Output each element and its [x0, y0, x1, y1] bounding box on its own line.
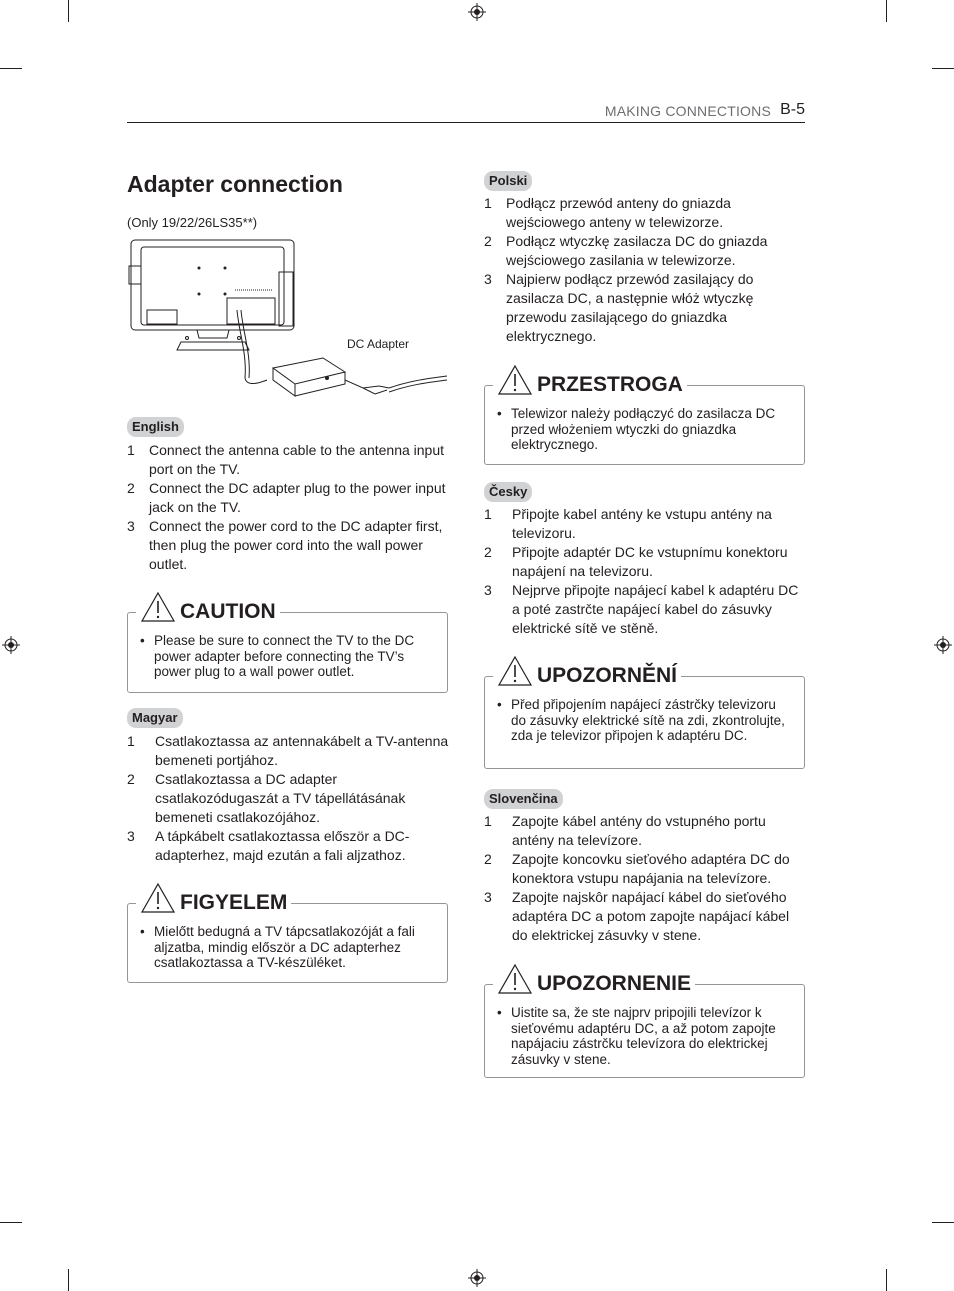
list-item: 3 Najpierw podłącz przewód zasilający do zasilacza DC, a następnie włóż wtyczkę przewodu zasilającego do gniazdka elektrycznego.	[484, 271, 754, 344]
crop-mark	[68, 1269, 69, 1291]
przestroga-box: PRZESTROGA • Telewizor należy podłączyć do zasilacza DC przed włożeniem wtyczki do gniazdka elektrycznego.	[484, 385, 805, 465]
list-item: 2 Connect the DC adapter plug to the power input jack on the TV.	[127, 480, 446, 515]
section-slovencina	[484, 789, 806, 945]
upozorneni-box: UPOZORNĚNÍ • Před připojením napájecí zástrčky televizoru do zásuvky elektrické sítě na zdi, zkontrolujte, zda je televizor připojen k adaptéru DC.	[484, 676, 805, 769]
lang-badge: English	[127, 417, 184, 437]
list-item: 1 Connect the antenna cable to the antenna input port on the TV.	[127, 442, 445, 477]
list-item: 3 A tápkábelt csatlakoztassa először a DC-adapterhez, majd ezután a fali aljzathoz.	[127, 828, 410, 863]
list-item: 1 Podłącz przewód anteny do gniazda wejściowego anteny w telewizorze.	[484, 195, 731, 230]
warning-text: Uistite sa, že ste najprv pripojili televízor k sieťovému adaptéru DC, a až potom zapojte napájaciu zástrčku televízora do elektrickej zásuvky v stene.	[511, 1005, 776, 1067]
dc-adapter-label: DC Adapter	[347, 337, 410, 351]
step-list	[127, 441, 452, 574]
list-item: 2 Zapojte koncovku sieťového adaptéra DC do konektora vstupu napájania na televízore.	[484, 851, 790, 886]
warning-title: PRZESTROGA	[537, 373, 683, 396]
crop-mark	[0, 68, 22, 69]
registration-mark-icon	[934, 636, 952, 654]
model-note: (Only 19/22/26LS35**)	[127, 215, 258, 230]
step-list	[127, 732, 452, 865]
warning-triangle-icon	[140, 882, 176, 914]
section-magyar	[127, 708, 452, 865]
figyelem-box: FIGYELEM • Mielőtt bedugná a TV tápcsatlakozóját a fali aljzatba, mindig először a DC adapterhez csatlakoztassa a TV-készüléket.	[127, 903, 448, 983]
caution-box: CAUTION • Please be sure to connect the TV to the DC power adapter before connecting the TV’s power plug to a wall power outlet.	[127, 612, 448, 693]
warning-title: FIGYELEM	[180, 891, 288, 914]
list-item: 1 Csatlakoztassa az antennakábelt a TV-antenna bemeneti portjához.	[127, 733, 449, 768]
list-item: 1 Připojte kabel antény ke vstupu antény na televizoru.	[484, 506, 772, 541]
warning-triangle-icon	[497, 963, 533, 995]
warning-title: UPOZORNENIE	[537, 972, 692, 995]
step-list	[484, 505, 806, 638]
registration-mark-icon	[468, 1269, 486, 1287]
warning-text: Telewizor należy podłączyć do zasilacza DC przed włożeniem wtyczki do gniazdka elektrycznego.	[511, 406, 776, 452]
list-item: 2 Připojte adaptér DC ke vstupnímu konektoru napájení na televizoru.	[484, 544, 788, 579]
list-item: 2 Podłącz wtyczkę zasilacza DC do gniazda wejściowego zasilania w telewizorze.	[484, 233, 768, 268]
warning-text: Před připojením napájecí zástrčky televizoru do zásuvky elektrické sítě na zdi, zkontrolujte, zda je televizor připojen k adaptéru DC.	[511, 697, 785, 743]
page-title: Adapter connection	[127, 171, 343, 197]
section-english	[127, 417, 452, 574]
list-item: 3 Connect the power cord to the DC adapter first, then plug the power cord into the wall power outlet.	[127, 518, 443, 572]
crop-mark	[886, 1269, 887, 1291]
lang-badge: Slovenčina	[484, 789, 563, 809]
tv-adapter-illustration	[127, 238, 452, 408]
warning-text: Mielőtt bedugná a TV tápcsatlakozóját a fali aljzatba, mindig először a DC adapterhez csatlakoztassa a TV-készüléket.	[154, 924, 415, 970]
lang-badge: Česky	[484, 482, 532, 502]
section-name: MAKING CONNECTIONS	[604, 103, 771, 119]
list-item: 3 Zapojte najskôr napájací kábel do sieťového adaptéra DC a potom zapojte napájací kábel do elektrickej zásuvky v stene.	[484, 889, 790, 943]
warning-triangle-icon	[497, 655, 533, 687]
page-header	[127, 101, 805, 123]
step-list	[484, 194, 806, 346]
warning-text: Please be sure to connect the TV to the DC power adapter before connecting the TV’s power plug to a wall power outlet.	[154, 633, 415, 679]
warning-triangle-icon	[497, 364, 533, 396]
lang-badge: Polski	[484, 171, 532, 191]
upozornenie-box: UPOZORNENIE • Uistite sa, že ste najprv pripojili televízor k sieťovému adaptéru DC, a až potom zapojte napájaciu zástrčku televízora do elektrickej zásuvky v stene.	[484, 984, 805, 1078]
page-number: B-5	[780, 101, 805, 118]
warning-title: CAUTION	[180, 600, 276, 623]
warning-title: UPOZORNĚNÍ	[537, 664, 678, 687]
crop-mark	[886, 0, 887, 22]
registration-mark-icon	[468, 3, 486, 21]
warning-triangle-icon	[140, 591, 176, 623]
lang-badge: Magyar	[127, 708, 183, 728]
crop-mark	[932, 1222, 954, 1223]
step-list	[484, 812, 806, 945]
crop-mark	[932, 68, 954, 69]
list-item: 2 Csatlakoztassa a DC adapter csatlakozódugaszát a TV tápellátásának bemeneti csatlakozójához.	[127, 771, 406, 825]
section-cesky	[484, 482, 806, 638]
registration-mark-icon	[2, 636, 20, 654]
section-polski	[484, 171, 806, 346]
list-item: 1 Zapojte kábel antény do vstupného portu antény na televízore.	[484, 813, 766, 848]
list-item: 3 Nejprve připojte napájecí kabel k adaptéru DC a poté zastrčte napájecí kabel do zásuvky elektrické sítě ve stěně.	[484, 582, 799, 636]
crop-mark	[68, 0, 69, 22]
crop-mark	[0, 1222, 22, 1223]
